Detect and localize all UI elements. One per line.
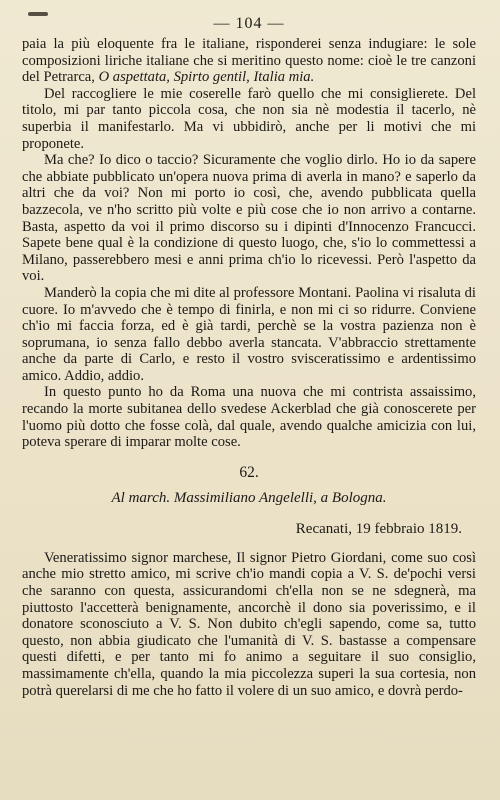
canzoni-titles: O aspettata, Spirto gentil, Italia mia.: [98, 69, 315, 86]
paragraph-coserelle: Del raccogliere le mie coserelle farò quello che mi consiglierete. Del titolo, mi par tanto piccola cosa, che non sia nè modestia il tacerlo, nè superbia il manifestarlo. Ma vi ubbidirò, anche per li motivi che mi proponete.: [22, 85, 476, 152]
letter-heading: Al march. Massimiliano Angelelli, a Bologna.: [111, 489, 387, 506]
letter-body: Veneratissimo signor marchese, Il signor Pietro Giordani, come suo così anche mio stretto amico, mi scrive ch'io mandi copia a V. S. de'pochi versi che saranno con questa, assicurandomi ch'ella non se ne sdegnerà, ma piuttosto l'accetterà benignamente, ancorchè il dono sia poverissimo, e il donatore sconosciuto a V. S. Non dubito ch'egli sapendo, come sa, tutto questo, non abbia giudicato che l'umanità di V. S. bastasse a compensare questi difetti, e per tanto mi fo animo a seguitare il suo consiglio, massimamente ch'ella, quando la mia piccolezza superi la sua cortesia, non potrà querelarsi di me che ho fatto il volere di un suo amico, e dovrà perdo-: [22, 549, 476, 699]
letter-dateline: Recanati, 19 febbraio 1819.: [295, 520, 462, 537]
paragraph-opera-nuova: Ma che? Io dico o taccio? Sicuramente che voglio dirlo. Ho io da sapere che abbiate pubblicato un'opera nuova prima di averla in mano? e saperlo da altri che da voi? Non mi porto io così, che, avendo pubblicata quella bazzecola, ve n'ho scritto più volte e più cose che io non arrivo a contarne. Basta, aspetto da voi il primo discorso su i dipinti d'Innocenzo Francucci. Sapete bene qual è la condizione di questo luogo, che, s'io lo commettessi a Milano, passerebbero mesi e anni prima ch'io lo ricevessi. Però l'aspetto da voi.: [22, 152, 476, 285]
letter-number: 62.: [239, 463, 259, 481]
paragraph-petrarca: [22, 36, 476, 86]
page-number: — 104 —: [213, 15, 285, 32]
paragraph-montani: Manderò la copia che mi dite al professore Montani. Paolina vi risaluta di cuore. Io m'avvedo che è tempo di finirla, e non mi ci so ridurre. Conviene ch'io mi faccia forza, ed è già tardi, perchè se la vostra pazienza non è soprumana, io senza fallo debbo averla stancata. V'abbraccio strettamente anche da parte di Carlo, e resto il vostro svisceratissimo e ardentissimo amico. Addio, addio.: [22, 284, 476, 384]
ink-smudge-mark: [28, 12, 48, 16]
paragraph-ackerblad: In questo punto ho da Roma una nuova che mi contrista assaissimo, recando la morte subitanea dello svedese Ackerblad che già conoscerete per l'uomo più dotto che fosse colà, dal quale, avendo qualche amicizia con lui, poteva sperare di imparar molte cose.: [22, 384, 476, 451]
paragraph-petrarca-text: paia la più eloquente fra le italiane, risponderei senza indugiare: le sole composizioni liriche italiane che si meritino questo nome: cioè le tre canzoni del Petrarca,: [22, 36, 476, 86]
